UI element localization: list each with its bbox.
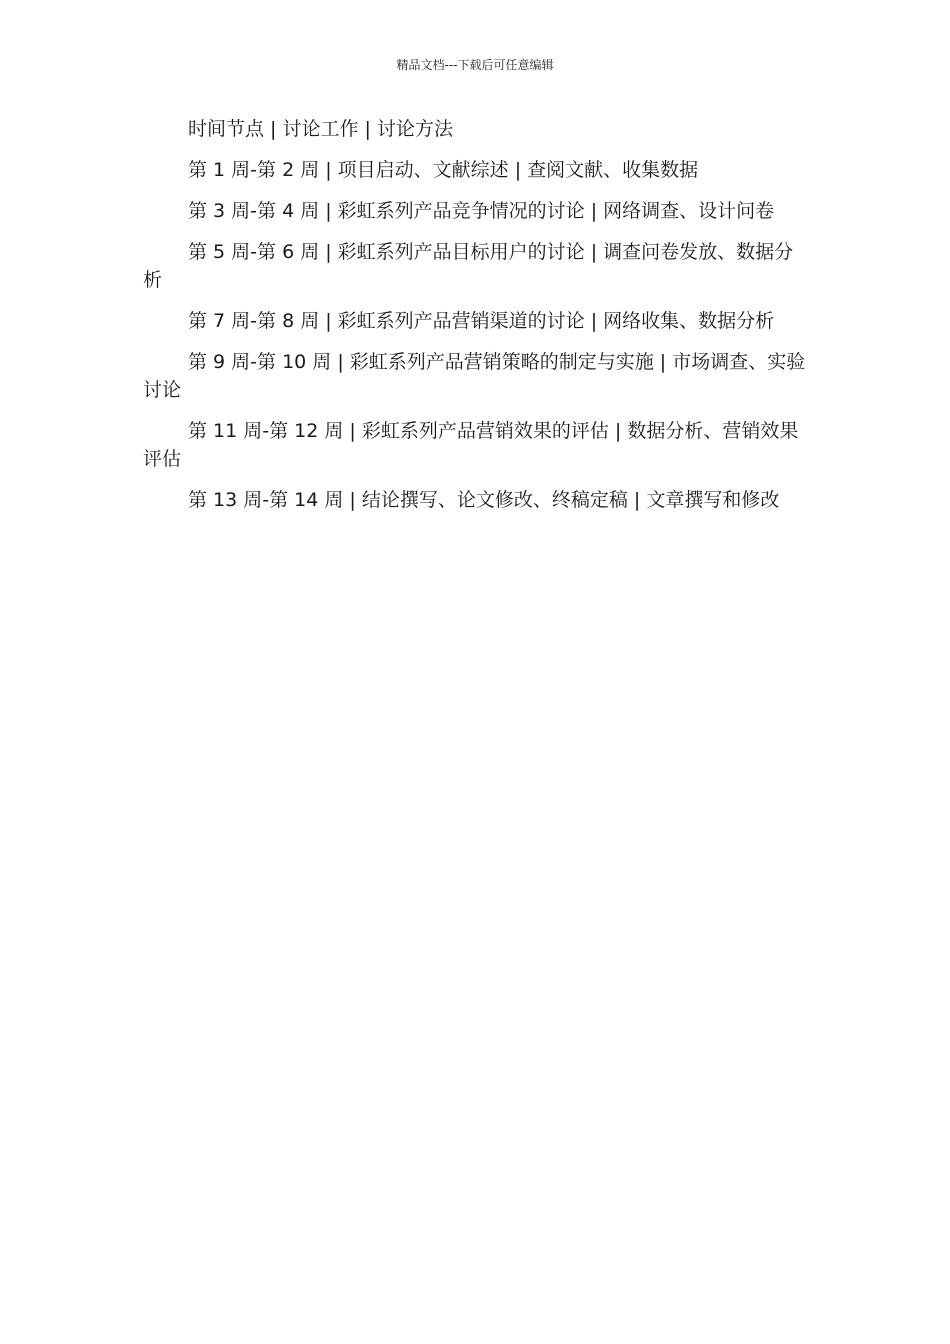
schedule-row: 第 13 周-第 14 周 | 结论撰写、论文修改、终稿定稿 | 文章撰写和修改 [188, 489, 780, 511]
schedule-header-row: 时间节点 | 讨论工作 | 讨论方法 [188, 118, 453, 140]
schedule-row: 第 7 周-第 8 周 | 彩虹系列产品营销渠道的讨论 | 网络收集、数据分析 [188, 310, 775, 332]
document-body [143, 115, 807, 527]
schedule-row: 第 9 周-第 10 周 | 彩虹系列产品营销策略的制定与实施 | 市场调查、实验讨论 [143, 351, 806, 401]
schedule-row: 第 5 周-第 6 周 | 彩虹系列产品目标用户的讨论 | 调查问卷发放、数据分析 [143, 241, 794, 291]
schedule-row: 第 11 周-第 12 周 | 彩虹系列产品营销效果的评估 | 数据分析、营销效果评估 [143, 420, 799, 470]
page-header: 精品文档---下载后可任意编辑 [396, 58, 554, 72]
schedule-row: 第 1 周-第 2 周 | 项目启动、文献综述 | 查阅文献、收集数据 [188, 159, 699, 181]
schedule-row: 第 3 周-第 4 周 | 彩虹系列产品竞争情况的讨论 | 网络调查、设计问卷 [188, 200, 775, 222]
